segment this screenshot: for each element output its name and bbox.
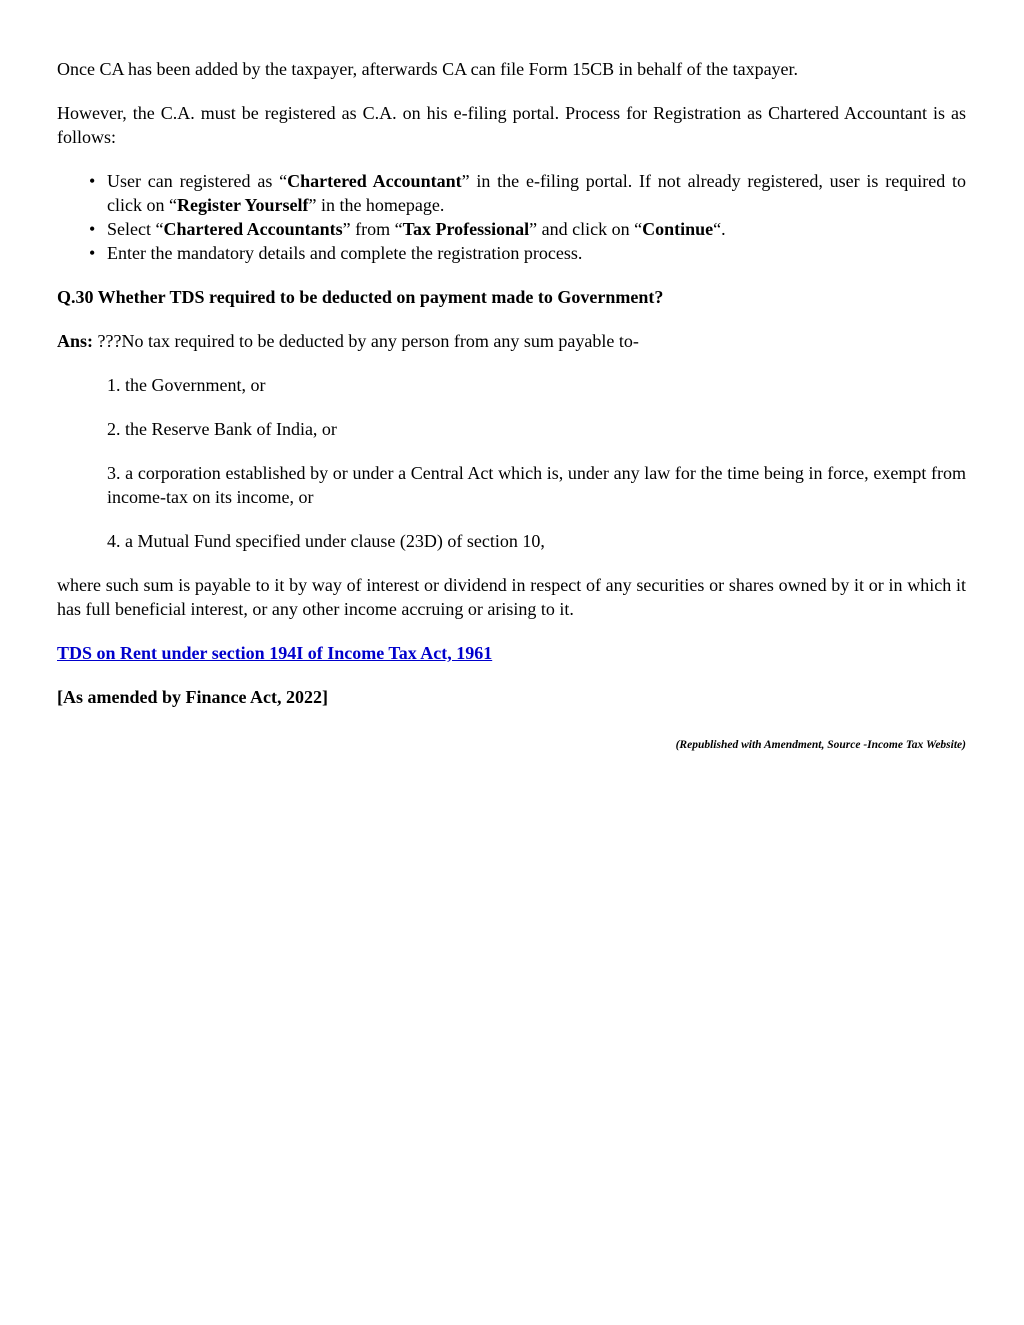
document-content xyxy=(57,57,966,757)
bullet-text: ” from “ xyxy=(342,219,403,239)
list-item xyxy=(89,241,966,265)
bullet-text: ” in the e-filing portal. If not already registered, user is required to click on “ xyxy=(107,171,966,215)
numbered-item-4: 4. a Mutual Fund specified under clause (23D) of section 10, xyxy=(107,531,545,551)
bullet-bold-text: Continue xyxy=(642,219,714,239)
list-item xyxy=(89,217,966,241)
list-item xyxy=(89,169,966,217)
bullet-icon: • xyxy=(89,219,96,239)
closing-paragraph: where such sum is payable to it by way of interest or dividend in respect of any securities or shares owned by it or in which it has full beneficial interest, or any other income accruing or arising to it. xyxy=(57,575,966,619)
intro-paragraph: Once CA has been added by the taxpayer, afterwards CA can file Form 15CB in behalf of the taxpayer. xyxy=(57,59,799,79)
bullet-icon: • xyxy=(89,243,96,263)
bullet-text: ” and click on “ xyxy=(529,219,643,239)
amended-note: [As amended by Finance Act, 2022] xyxy=(57,687,328,707)
source-note: (Republished with Amendment, Source -Income Tax Website) xyxy=(675,739,966,751)
bullet-bold-text: Chartered Accountants xyxy=(163,219,343,239)
numbered-item-2: 2. the Reserve Bank of India, or xyxy=(107,419,337,439)
bullet-bold-text: Register Yourself xyxy=(176,195,309,215)
bullet-text: Select “ xyxy=(107,219,164,239)
link-paragraph xyxy=(57,641,966,665)
numbered-item-3: 3. a corporation established by or under a Central Act which is, under any law for the time being in force, exempt from income-tax on its income, or xyxy=(107,463,966,507)
bullet-text: “. xyxy=(713,219,726,239)
bullet-text: User can registered as “ xyxy=(107,171,288,191)
tds-rent-link[interactable]: TDS on Rent under section 194I of Income Tax Act, 1961 xyxy=(57,643,493,663)
bullet-icon: • xyxy=(89,171,96,191)
registration-paragraph: However, the C.A. must be registered as C.A. on his e-filing portal. Process for Registration as Chartered Accountant is as follows: xyxy=(57,103,966,147)
bullet-bold-text: Tax Professional xyxy=(402,219,530,239)
question-heading: Q.30 Whether TDS required to be deducted on payment made to Government? xyxy=(57,287,664,307)
answer-paragraph xyxy=(57,329,966,353)
numbered-item-1: 1. the Government, or xyxy=(107,375,266,395)
bullet-text: ” in the homepage. xyxy=(308,195,445,215)
bullet-bold-text: Chartered Accountant xyxy=(287,171,462,191)
bullet-text: Enter the mandatory details and complete the registration process. xyxy=(107,243,583,263)
answer-text: ???No tax required to be deducted by any person from any sum payable to- xyxy=(93,331,639,351)
answer-label: Ans: xyxy=(57,331,94,351)
registration-steps-list xyxy=(57,169,966,265)
